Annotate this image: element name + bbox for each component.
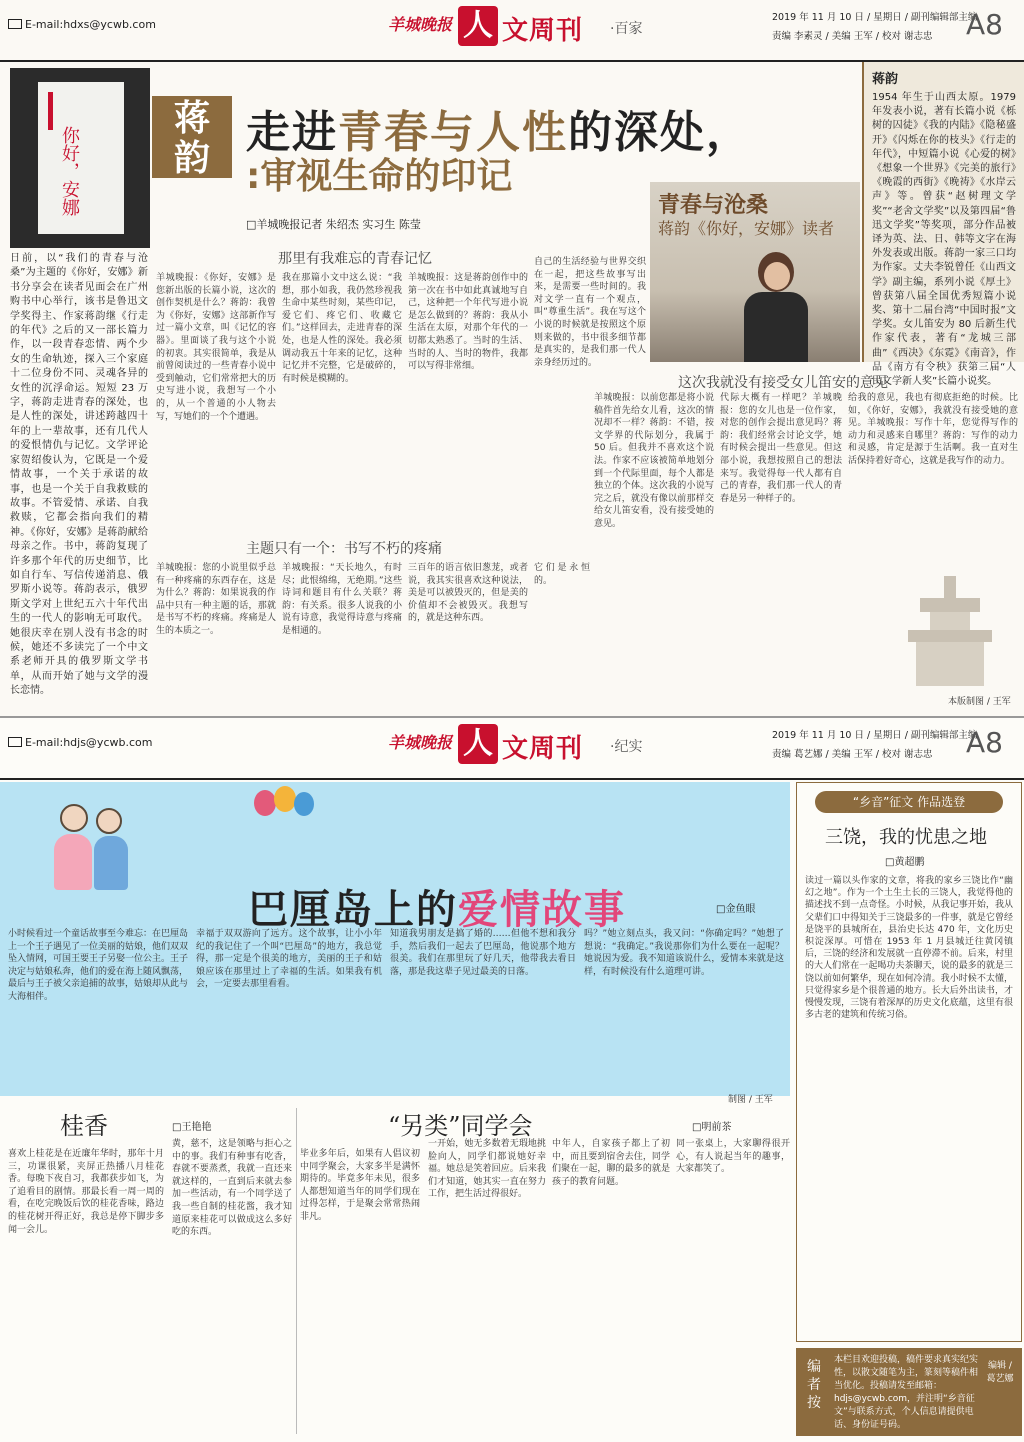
editor-notice xyxy=(796,1348,1022,1436)
ren-logo: 人 xyxy=(458,724,498,764)
article-column: 一开始，她无多数着无瑕地挑脸向人，同学们都说她好幸福。她总是笑着回应。后来我们才知道，她其实一直在努力工作，把生活过得很好。 xyxy=(428,1139,546,1200)
weekly-title: 文周刊 xyxy=(502,16,584,46)
masthead xyxy=(0,718,1024,780)
story-column: 知道我男朋友是搞了婚的……但他不想和我分手，然后我们一起去了巴厘岛，他说那个地方很美。我们在那里玩了好几天，他带我去看日落，那是我这辈子见过最美的日落。 xyxy=(390,929,576,977)
article-column: 同一张桌上，大家聊得很开心，有人说起当年的趣事，大家都笑了。 xyxy=(676,1139,790,1175)
article-column: 毕业多年后，如果有人倡议初中同学聚会，大家多半是满怀期待的。毕竟多年未见，很多人都想知道当年的同学们现在过得怎样，于是聚会常常热闹非凡。 xyxy=(300,1149,420,1222)
article-column: 喜欢上桂花是在近廉年华时，那年十月三，功课很紧，夹屏正热播八月桂花香。每晚下夜自习，我都获步如飞，为了追看目的剧情。那最长看一周一周的看，在吃完晚饭后饮的桂花香味，路边的桂花树开得正好，我总是停下脚步多闻一会儿。 xyxy=(8,1149,164,1235)
headline-pre: 走进 xyxy=(246,107,338,158)
email-contact[interactable] xyxy=(8,18,156,31)
balloon-icon xyxy=(294,792,314,816)
girl-figure xyxy=(54,834,92,890)
pagoda-illustration xyxy=(900,576,1000,686)
pagoda-tier xyxy=(930,612,970,630)
masthead xyxy=(0,0,1024,62)
feature-title-pre: 巴厘岛上的 xyxy=(248,887,458,933)
article-column: 它们是永恒的。 xyxy=(534,563,590,586)
feature-title-highlight: 爱情故事 xyxy=(458,887,626,933)
paper-name: 羊城晚报 xyxy=(388,15,453,34)
article-column: 中年人，自家孩子都上了初中，而且要到宿舍去住，同学们聚在一起，聊的最多的就是孩子的教育问题。 xyxy=(552,1139,670,1187)
subhead-1: 那里有我难忘的青春记忆 xyxy=(278,251,432,267)
article-column: 羊城晚报：《你好，安娜》是您新出版的长篇小说，这次的创作契机是什么？蒋韵：我曾为《你好，安娜》这部新作写过一篇小文章，叫《记忆的容器》。里面谈了我与这个小说的初衷。其实很简单，我是从前曾阅读过的一些青春小说中受到触动，它们常常把大的历史写进小说，我想写一个小的，从一个普通的小人物去写，写她们的一个个遭遇。 xyxy=(156,273,276,422)
newspaper-page-top xyxy=(0,0,1024,716)
envelope-icon xyxy=(8,19,22,29)
pagoda-roof xyxy=(920,598,980,612)
notice-label: 编者按 xyxy=(807,1359,821,1411)
story-column: 幸福于双双游向了远方。这个故事，让小小年纪的我记住了一个叫“巴厘岛”的地方，我总觉得，那一定是个很美的地方，美丽的王子和姑娘应该在那里过上了幸福的生活。如果我有机会，一定要去那里看看。 xyxy=(196,929,382,990)
figure-body xyxy=(744,292,808,362)
headline-highlight: 青春与人性 xyxy=(338,107,568,158)
article-column: 代际大概有一样吧？羊城晚报：您的女儿也是一位作家，对您的创作会提出意见吗？蒋韵：我们经常会讨论文学，她有时候会提出一些意见。但这部小说，我想按照自己的想法来写。我觉得每一代人都有自己的青春，我们那一代人的青春是另一种样子的。 xyxy=(720,393,842,504)
ren-logo: 人 xyxy=(458,6,498,46)
page-number: A8 xyxy=(966,8,1003,41)
email-contact[interactable] xyxy=(8,736,152,749)
essay-text: 读过一篇以头作家的文章，将我的家乡三饶比作“幽幻之地”。作为一个土生土长的三饶人，我觉得他的描述找不到一点奇怪。小时候，从我记事开始，我从父辈们口中得知关于三饶最多的一件事，就是它曾经是饶平的县城所在，县治史长达 470 年，文化历史积淀深厚。可惜在 1953 年 1 月县城迁往黄冈镇后，三饶的经济和发展就一直停滞不前。后来，村里的大人们常在一起喝功夫茶聊天，说的最多的就是三饶以前如何繁华，现在如何冷清。我小时候不太懂，只觉得家乡是个很普通的地方。长大后外出读书，才慢慢发现，三饶有着深厚的历史文化底蕴，这里有很多古老的建筑和传统习俗。 xyxy=(805,876,1013,1021)
bio-text: 1954 年生于山西太原。1979 年发表小说，著有长篇小说《栎树的囚徒》《我的内陆》《隐秘盛开》《闪烁在你的枝头》《行走的年代》，中短篇小说《心爱的树》《想象一个世界》《完美的旅行》《晚霞的西街》《晚祷》《水岸云声》等。曾获“赵树理文学奖”“老舍文学奖”以及第四届“鲁迅文学奖”等奖项，部分作品被译为英、法、日、韩等文字在海外发表或出版。蒋韵一家三口均为作家。丈夫李锐曾任《山西文学》副主编，系列小说《厚土》曾获第八届全国优秀短篇小说奖、第十二届台湾“中国时报”文学奖。女儿笛安为 80 后新生代作家代表，著有“龙城三部曲”《西决》《东霓》《南音》，作品《南方有令秧》获第三届“人民文学新人奖”长篇小说奖。 xyxy=(872,92,1016,388)
section-label: ·百家 xyxy=(610,21,643,37)
bio-name: 蒋韵 xyxy=(872,72,899,87)
envelope-icon xyxy=(8,737,22,747)
article-title-reunion: “另类”同学会 xyxy=(388,1112,533,1140)
essay-title: 三饶，我的忧患之地 xyxy=(825,827,987,848)
photo-banner-text1: 青春与沧桑 xyxy=(658,192,769,218)
feature-title xyxy=(248,878,626,935)
article-column: 羊城晚报：以前您都是将小说稿件首先给女儿看，这次的情况却不一样？蒋韵：不错，按文学界的代际划分，我属于 50 后。但我并不喜欢这个说法。作家不应该被简单地划分到一个代际里面，每个人都是独立的个体。这次我的小说写完之后，就没有像以前那样交给女儿笛安看，没有接受她的意见。 xyxy=(594,393,714,529)
book-cover-inner xyxy=(38,82,124,234)
headline-post: 的深处， xyxy=(568,107,752,158)
email-text: E-mail:hdjs@ycwb.com xyxy=(25,736,153,749)
girl-head xyxy=(60,804,88,832)
author-surname: 蒋 xyxy=(173,97,210,139)
balloon-icon xyxy=(254,790,276,816)
pagoda-base xyxy=(916,642,984,686)
article-column: 我在那篇小文中这么说：“我想，那小如我，我仍然珍视我生命中某些时刻，某些印记，爱它们、疼它们、收藏它们。”这样回去，走进青春的深处，也是人性的深处。我必须调动我五十年来的记忆，这种记忆并不完整，它是破碎的，有时候是模糊的。 xyxy=(282,273,402,384)
book-title: 你好，安娜 xyxy=(59,126,80,216)
article-column: 三百年的语言依旧葱茏，或者说，我其实很喜欢这种说法，美是可以被毁灭的，但是美的价值却不会被毁灭。我想写的，就是这种东西。 xyxy=(408,563,528,624)
subhead-2: 这次我就没有接受女儿笛安的意见 xyxy=(678,375,888,391)
article-title-guixiang: 桂香 xyxy=(60,1112,108,1140)
figure-face xyxy=(764,262,790,290)
balloon-icon xyxy=(274,786,296,812)
article-column: 羊城晚报：“天长地久，有时尽；此恨绵绵，无绝期。”这些诗词和题目有什么关联？蒋韵：有关系。很多人说我的小说有诗意，我觉得诗意与疼痛是相通的。 xyxy=(282,563,402,636)
article-column: 给我的意见，我也有彻底拒绝的时候。比如，《你好，安娜》，我就没有接受她的意见。羊城晚报：写作十年，您觉得写作的动力和灵感来自哪里？蒋韵：写作的动力和灵感，肯定是源于生活啊。我一直对生活保持着好奇心，这就是我写作的动力。 xyxy=(848,393,1018,466)
author-bio-box xyxy=(862,62,1024,388)
newspaper-page-bottom xyxy=(0,718,1024,1442)
article-column: 羊城晚报：您的小说里似乎总有一种疼痛的东西存在，这是为什么？蒋韵：如果说我的作品中只有一种主题的话，那就是书写不朽的疼痛。疼痛是人生的本质之一。 xyxy=(156,563,276,636)
pagoda-roof xyxy=(908,630,992,642)
subhead-3: 主题只有一个：书写不朽的疼痛 xyxy=(246,541,442,557)
notice-text: 本栏目欢迎投稿，稿件要求真实纪实性，以散文随笔为主，篆刻等稿件相当优化。投稿请发至邮箱：hdjs@ycwb.com，并注明“乡音征文”与联系方式，个人信息请提供电话、身份证号码。 xyxy=(834,1355,979,1430)
article-column: 羊城晚报：这是蒋韵创作中的第一次在书中如此真诚地写自己，这种把一个年代写进小说是怎么做到的？蒋韵：我从小生活在太原，对那个年代的一切都太熟悉了。当时的生活、当时的人、当时的物件，我都可以写得非常细。 xyxy=(408,273,528,372)
pagoda-spire xyxy=(944,576,956,598)
article-column: 自己的生活经验与世界交织在一起，把这些故事写出来，是需要一些时间的。我对文学一直有一个观点，叫“尊重生活”。我在写这个小说的时候就是按照这个原则来做的，书中很多细节都是真实的，是我们那一代人亲身经历过的。 xyxy=(534,257,646,368)
author-photo xyxy=(650,182,860,362)
column-rule xyxy=(296,1108,297,1434)
essay-box xyxy=(796,782,1022,1342)
dateline: 2019 年 11 月 10 日 / 星期日 / 副刊编辑部主编 xyxy=(772,12,978,23)
article-byline-reunion: □明前茶 xyxy=(692,1122,732,1133)
author-figure xyxy=(740,252,812,362)
headline-line2: :审视生命的印记 xyxy=(246,156,513,197)
feature-banner xyxy=(0,782,790,1105)
story-column: 吗？”她立刻点头，我又问：“你确定吗？”她想了想说：“我确定。”我说那你们为什么要在一起呢？她说因为爱。我不知道该说什么，爱情本来就是这样，有时候没有什么道理可讲。 xyxy=(584,929,784,977)
story-column: 小时候看过一个童话故事至今难忘：在巴厘岛上一个王子遇见了一位美丽的姑娘，他们双双坠入情网，可国王要王子另娶一位公主。王子决定与姑娘私奔，他们的爱在海上随风飘荡，最后与王子被父亲追捕的故事，姑娘却从此与大海相伴。 xyxy=(8,929,189,1002)
lead-paragraph: 日前，以“我们的青春与沧桑”为主题的《你好，安娜》新书分享会在读者见面会在广州购书中心举行，该书是鲁迅文学奖得主、作家蒋韵继《行走的年代》之后的又一部长篇力作，以一段青春恋情、两个少女的生命轨迹，探入三个家庭十二位身份不同、灵魂各异的女性的沉浮命运。短短 23 万字，蒋韵走进青春的深处，也是人性的深处，讲述跨越四十年的上一辈故事，还有几代人的爱恨情仇与记忆。文学评论家贺绍俊认为，它既是一个爱情故事，一个关于承诺的故事，也是一个关于自我救赎的故事。不管爱情、承诺、自我救赎，它都会指向我们的精神。《你好，安娜》是蒋韵献给母亲之作。书中，蒋韵复现了许多那个年代的历史细节，比如自行车、写信传递消息、俄罗斯小说等。蒋韵表示，俄罗斯文学对上世纪五六十年代出生的一代人的影响无可取代。她很庆幸在别人没有书念的时候，她还不多读完了一个中文系老师开具的俄罗斯文学书单，从而开始了她与文学的漫长恋情。 xyxy=(10,253,148,697)
staff-credits: 责编 葛艺娜 / 美编 王军 / 校对 谢志忠 xyxy=(772,749,933,760)
weekly-title: 文周刊 xyxy=(502,734,584,764)
boy-head xyxy=(96,808,122,834)
book-cover-image xyxy=(10,68,150,248)
notice-editor: 编辑 / 葛艺娜 xyxy=(986,1361,1014,1384)
essay-tag: “乡音”征文 作品选登 xyxy=(815,791,1003,813)
boy-figure xyxy=(94,836,128,890)
page-number: A8 xyxy=(966,726,1003,759)
email-text: E-mail:hdxs@ycwb.com xyxy=(25,18,156,31)
author-given-name: 韵 xyxy=(173,137,210,179)
article-byline-guixiang: □王艳艳 xyxy=(172,1122,212,1133)
couple-illustration xyxy=(40,794,150,894)
paper-name: 羊城晚报 xyxy=(388,733,453,752)
photo-banner-text2: 蒋韵《你好，安娜》读者 xyxy=(658,219,835,238)
feature-byline: □金鱼眼 xyxy=(716,904,756,915)
author-name-block xyxy=(152,96,232,178)
byline: □羊城晚报记者 朱绍杰 实习生 陈莹 xyxy=(246,218,421,231)
staff-credits: 责编 李素灵 / 美编 王军 / 校对 谢志忠 xyxy=(772,31,933,42)
essay-byline: □黄超鹏 xyxy=(885,857,925,868)
design-credit: 本版制图 / 王军 xyxy=(948,697,1011,707)
design-credit: 制图 / 王军 xyxy=(728,1095,773,1105)
book-accent-bar xyxy=(48,92,53,130)
dateline: 2019 年 11 月 10 日 / 星期日 / 副刊编辑部主编 xyxy=(772,730,978,741)
article-column: 黄，慈不，这是领略与拒心之中的事。我们有种事有吃香，春就不要蒸煮，我就一直还来就这样的，一直到后来就去参加一些活动，有一个同学送了我一些自制的桂花酱，我才知道原来桂花可以做成这么多好吃的东西。 xyxy=(172,1139,292,1238)
section-label: ·纪实 xyxy=(610,739,643,755)
